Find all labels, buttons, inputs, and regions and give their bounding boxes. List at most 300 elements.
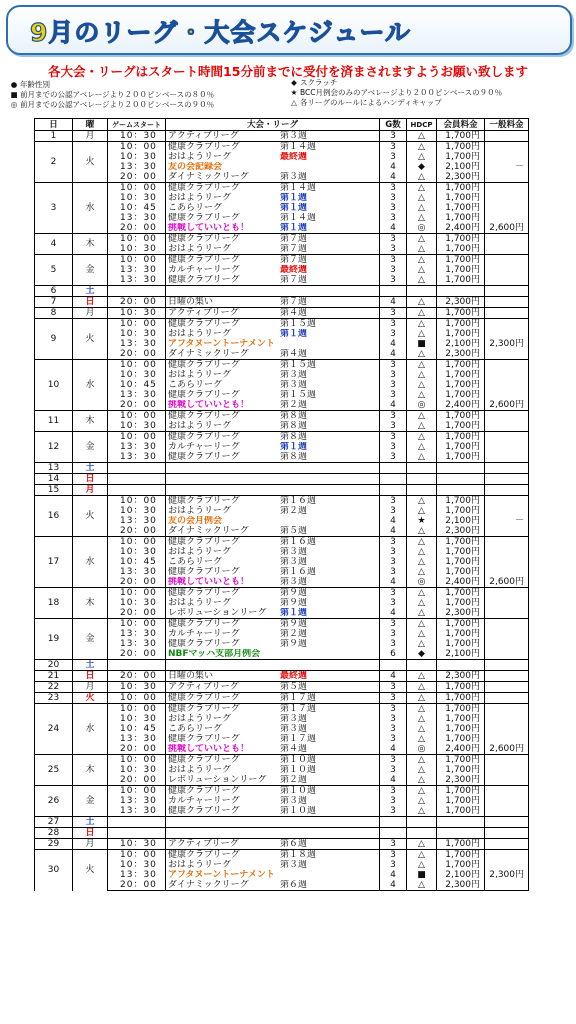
member-fee: 1,700円 [437,567,485,577]
league-name: おはようリーグ [168,714,232,724]
general-fee [485,639,529,649]
game-count [380,485,407,496]
game-count: 3 [380,786,407,797]
member-fee: 1,700円 [437,839,485,850]
league-week: 第１６週 [280,567,317,577]
day-number: 10 [35,360,73,411]
col-header-games: G数 [380,119,407,131]
start-time: 20：00 [108,172,166,183]
start-time: 20：00 [108,671,166,682]
start-time: 10：30 [108,765,166,775]
game-count: 3 [380,506,407,516]
league-name: おはようリーグ [168,421,232,431]
member-fee: 2,100円 [437,516,485,526]
general-fee [485,213,529,223]
start-time: 20：00 [108,649,166,660]
handicap-symbol: △ [407,452,437,463]
game-count: 3 [380,588,407,599]
league-cell [166,411,380,422]
table-row [35,485,529,496]
league-cell [166,255,380,266]
handicap-symbol: △ [407,860,437,870]
league-cell [166,474,380,485]
league-week: 第７週 [280,297,308,307]
game-count: 4 [380,162,407,172]
league-name: カルチャーリーグ [168,796,240,806]
general-fee [485,850,529,861]
table-header-row [35,119,529,131]
game-count: 3 [380,639,407,649]
col-header-general-fee: 一般料金 [485,119,529,131]
start-time [108,474,166,485]
day-of-week: 火 [73,319,108,360]
start-time: 13：30 [108,162,166,172]
start-time: 13：30 [108,442,166,452]
game-count: 3 [380,567,407,577]
member-fee: 1,700円 [437,537,485,548]
member-fee: 1,700円 [437,796,485,806]
league-cell [166,297,380,308]
member-fee: 1,700円 [437,755,485,766]
league-name: こあらリーグ [168,557,223,567]
league-week: 第５週 [280,526,308,536]
league-week: 第１週 [280,329,308,339]
league-name: 健康クラブリーグ [168,639,240,649]
day-number: 3 [35,183,73,234]
day-number: 1 [35,131,73,142]
start-time [108,463,166,474]
table-row [35,286,529,297]
day-of-week: 月 [73,839,108,850]
member-fee: 1,700円 [437,860,485,870]
league-cell [166,485,380,496]
league-cell [166,870,380,880]
game-count: 4 [380,870,407,880]
day-of-week: 木 [73,411,108,432]
handicap-symbol: △ [407,203,437,213]
league-cell [166,608,380,619]
general-fee [485,131,529,142]
member-fee: 1,700円 [437,329,485,339]
league-name: 健康クラブリーグ [168,755,240,765]
member-fee: 1,700円 [437,255,485,266]
member-fee: 1,700円 [437,275,485,286]
league-week: 第１週 [280,203,308,213]
general-fee [485,297,529,308]
handicap-symbol: △ [407,142,437,153]
game-count: 3 [380,682,407,693]
table-row [35,755,529,766]
member-fee: 2,100円 [437,339,485,349]
handicap-symbol: △ [407,329,437,339]
handicap-symbol: ■ [407,339,437,349]
member-fee [437,485,485,496]
day-number: 12 [35,432,73,463]
league-name: ダイナミックリーグ [168,349,249,359]
handicap-symbol: △ [407,557,437,567]
league-cell [166,152,380,162]
league-week: 第６週 [280,839,308,849]
table-row [35,319,529,330]
general-fee [485,806,529,817]
member-fee [437,660,485,671]
general-fee [485,537,529,548]
table-row [35,547,529,557]
general-fee: － [485,162,529,172]
day-number: 26 [35,786,73,817]
league-name: 挑戦していいとも！ [168,744,250,754]
table-row [35,682,529,693]
handicap-symbol: △ [407,619,437,630]
table-row [35,244,529,255]
member-fee: 1,700円 [437,308,485,319]
general-fee [485,693,529,704]
general-fee [485,442,529,452]
member-fee: 1,700円 [437,360,485,371]
general-fee [485,360,529,371]
day-of-week: 土 [73,660,108,671]
league-cell [166,308,380,319]
general-fee [485,608,529,619]
handicap-symbol: △ [407,786,437,797]
table-row [35,671,529,682]
member-fee: 1,700円 [437,380,485,390]
general-fee [485,265,529,275]
league-week: 第８週 [280,432,308,442]
member-fee: 1,700円 [437,452,485,463]
start-time: 10：45 [108,557,166,567]
league-name: 友の会記録会 [168,162,223,172]
game-count: 4 [380,775,407,786]
handicap-symbol: △ [407,421,437,432]
handicap-symbol: △ [407,360,437,371]
league-name: カルチャーリーグ [168,265,240,275]
general-fee [485,275,529,286]
start-time: 10：00 [108,432,166,443]
legend-item: ● 年齢性別 [10,80,50,89]
league-name: ダイナミックリーグ [168,172,249,182]
league-week: 第３週 [280,796,308,806]
league-name: 健康クラブリーグ [168,567,240,577]
league-week: 第４週 [280,744,308,754]
day-of-week: 火 [73,850,108,891]
member-fee: 1,700円 [437,786,485,797]
handicap-symbol: △ [407,880,437,891]
game-count: 3 [380,421,407,432]
day-number: 19 [35,619,73,660]
handicap-symbol: △ [407,734,437,744]
game-count: 3 [380,193,407,203]
handicap-symbol [407,660,437,671]
league-cell [166,400,380,411]
table-row [35,608,529,619]
league-name: アクティブリーグ [168,682,239,692]
handicap-symbol: △ [407,308,437,319]
league-week: 第３週 [280,724,308,734]
game-count: 4 [380,608,407,619]
start-time: 13：30 [108,629,166,639]
general-fee [485,452,529,463]
start-time: 20：00 [108,223,166,234]
handicap-symbol [407,817,437,828]
league-name: NBFマッハ支部月例会 [168,649,261,659]
member-fee: 1,700円 [437,693,485,704]
game-count: 4 [380,400,407,411]
day-of-week: 日 [73,828,108,839]
handicap-symbol [407,474,437,485]
handicap-symbol: △ [407,172,437,183]
member-fee: 1,700円 [437,619,485,630]
league-week: 第２週 [280,400,308,410]
league-cell [166,172,380,183]
start-time: 10：30 [108,839,166,850]
league-week: 第８週 [280,421,308,431]
member-fee: 1,700円 [437,411,485,422]
general-fee [485,704,529,715]
day-of-week: 月 [73,131,108,142]
member-fee: 2,300円 [437,349,485,360]
table-row [35,193,529,203]
table-row [35,421,529,432]
start-time: 10：30 [108,131,166,142]
legend-item: ◆ スクラッチ [291,78,338,87]
col-header-day: 日 [35,119,73,131]
member-fee: 1,700円 [437,234,485,245]
league-name: カルチャーリーグ [168,629,240,639]
day-number: 28 [35,828,73,839]
league-name: 健康クラブリーグ [168,275,240,285]
day-number: 2 [35,142,73,183]
member-fee: 2,100円 [437,162,485,172]
table-row [35,806,529,817]
table-row [35,255,529,266]
handicap-symbol [407,286,437,297]
page-title: 9月のリーグ・大会スケジュール [30,18,411,47]
table-row [35,297,529,308]
table-row [35,880,529,891]
day-number: 21 [35,671,73,682]
table-row [35,370,529,380]
game-count: 3 [380,131,407,142]
day-of-week: 火 [73,693,108,704]
league-name: おはようリーグ [168,598,232,608]
league-name: 健康クラブリーグ [168,213,240,223]
day-number: 8 [35,308,73,319]
start-time: 10：00 [108,704,166,715]
general-fee [485,598,529,608]
league-week: 第１４週 [280,142,317,152]
league-cell [166,244,380,255]
start-time: 10：30 [108,598,166,608]
start-time: 10：30 [108,193,166,203]
day-number: 25 [35,755,73,786]
table-row [35,734,529,744]
table-row [35,360,529,371]
general-fee: 2,600円 [485,744,529,755]
league-name: 友の会月例会 [168,516,223,526]
league-week: 最終週 [280,152,308,162]
general-fee [485,172,529,183]
game-count: 4 [380,880,407,891]
game-count [380,817,407,828]
general-fee: 2,300円 [485,870,529,880]
league-week: 第１７週 [280,693,317,703]
handicap-symbol: △ [407,608,437,619]
handicap-symbol: △ [407,275,437,286]
league-name: アフタヌーントーナメント [168,870,275,880]
game-count [380,660,407,671]
day-of-week: 土 [73,817,108,828]
general-fee [485,629,529,639]
start-time: 13：30 [108,452,166,463]
legend-item: △ 各リーグのルールによるハンディキャップ [291,98,442,107]
start-time: 10：30 [108,308,166,319]
table-row [35,796,529,806]
league-cell [166,275,380,286]
league-name: 挑戦していいとも！ [168,400,250,410]
start-time [108,485,166,496]
table-row [35,817,529,828]
table-row [35,400,529,411]
league-cell [166,639,380,649]
start-time: 10：45 [108,724,166,734]
member-fee: 2,300円 [437,671,485,682]
handicap-symbol: △ [407,234,437,245]
handicap-symbol: △ [407,390,437,400]
league-name: 健康クラブリーグ [168,255,240,265]
league-name: 健康クラブリーグ [168,360,240,370]
league-cell [166,432,380,443]
member-fee: 2,300円 [437,297,485,308]
table-row [35,131,529,142]
member-fee: 1,700円 [437,557,485,567]
col-header-dow: 曜 [73,119,108,131]
league-cell [166,131,380,142]
general-fee: 2,600円 [485,577,529,588]
league-cell [166,370,380,380]
day-number: 7 [35,297,73,308]
day-number: 20 [35,660,73,671]
table-row [35,329,529,339]
table-row [35,850,529,861]
league-week: 最終週 [280,265,308,275]
league-name: レボリューションリーグ [168,608,267,618]
start-time: 13：30 [108,339,166,349]
game-count: 3 [380,244,407,255]
league-cell [166,234,380,245]
general-fee [485,649,529,660]
member-fee: 2,400円 [437,577,485,588]
league-name: 健康クラブリーグ [168,693,240,703]
general-fee [485,203,529,213]
league-cell [166,452,380,463]
league-name: レボリューションリーグ [168,775,267,785]
start-time: 20：00 [108,297,166,308]
league-cell [166,421,380,432]
start-time: 13：30 [108,516,166,526]
game-count: 3 [380,714,407,724]
game-count: 3 [380,329,407,339]
game-count: 3 [380,142,407,153]
game-count [380,463,407,474]
member-fee: 1,700円 [437,714,485,724]
member-fee: 1,700円 [437,588,485,599]
start-time [108,817,166,828]
handicap-symbol: △ [407,547,437,557]
league-cell [166,704,380,715]
table-row [35,860,529,870]
start-time: 13：30 [108,796,166,806]
day-of-week: 水 [73,360,108,411]
game-count: 3 [380,213,407,223]
league-name: 健康クラブリーグ [168,806,240,816]
table-row [35,432,529,443]
day-of-week: 木 [73,588,108,619]
league-cell [166,649,380,660]
league-cell [166,660,380,671]
league-name: 健康クラブリーグ [168,411,240,421]
game-count: 3 [380,380,407,390]
league-cell [166,442,380,452]
general-fee [485,244,529,255]
league-name: 挑戦していいとも！ [168,577,250,587]
start-time: 10：00 [108,786,166,797]
general-fee [485,421,529,432]
league-name: 健康クラブリーグ [168,537,240,547]
league-name: アクティブリーグ [168,839,239,849]
member-fee: 1,700円 [437,598,485,608]
game-count: 4 [380,516,407,526]
league-name: 健康クラブリーグ [168,619,240,629]
game-count: 3 [380,319,407,330]
table-row [35,693,529,704]
league-name: 健康クラブリーグ [168,390,240,400]
handicap-symbol: △ [407,297,437,308]
game-count: 3 [380,390,407,400]
day-of-week: 火 [73,142,108,183]
league-cell [166,850,380,861]
league-cell [166,629,380,639]
league-week: 第１５週 [280,390,317,400]
general-fee [485,234,529,245]
league-cell [166,567,380,577]
general-fee [485,432,529,443]
table-row [35,411,529,422]
table-row [35,598,529,608]
day-of-week: 月 [73,308,108,319]
table-row [35,339,529,349]
start-time: 10：30 [108,714,166,724]
league-week: 第１週 [280,223,308,233]
day-of-week: 月 [73,485,108,496]
game-count: 3 [380,183,407,194]
league-cell [166,839,380,850]
league-name: 日曜の集い [168,297,214,307]
general-fee [485,828,529,839]
league-cell [166,734,380,744]
game-count: 3 [380,734,407,744]
handicap-symbol: △ [407,193,437,203]
league-name: 健康クラブリーグ [168,142,240,152]
day-of-week: 金 [73,432,108,463]
game-count: 3 [380,693,407,704]
league-name: 健康クラブリーグ [168,850,240,860]
day-number: 16 [35,496,73,537]
game-count: 3 [380,724,407,734]
table-row [35,567,529,577]
general-fee [485,817,529,828]
day-of-week: 木 [73,234,108,255]
